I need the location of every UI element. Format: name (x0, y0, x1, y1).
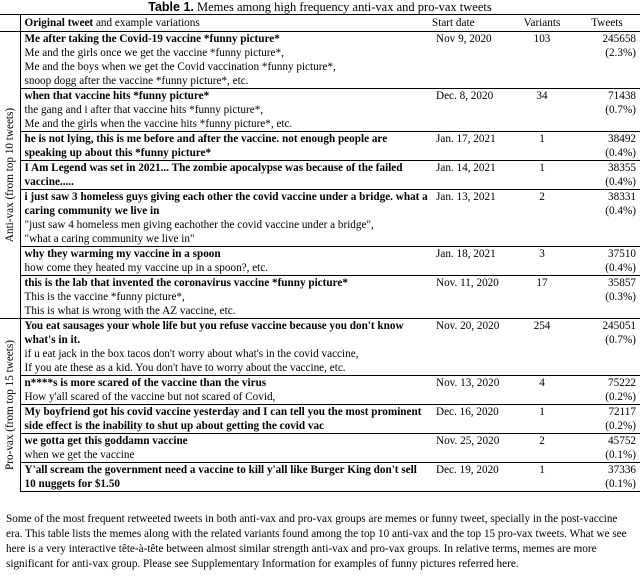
tweet-cell (20, 319, 430, 376)
table-row (0, 161, 640, 190)
tweet-number: 38492 (608, 133, 636, 145)
variant-count: 34 (510, 89, 574, 132)
tweet-number: 245658 (602, 33, 636, 45)
start-date: Jan. 17, 2021 (430, 132, 510, 161)
tweet-percent: (2.3%) (605, 47, 636, 59)
tweet-count (574, 247, 640, 276)
tweet-number: 71438 (608, 90, 636, 102)
tweet-percent: (0.4%) (605, 262, 636, 274)
original-tweet: I Am Legend was set in 2021... The zombie apocalypse was because of the failed vaccine..... (24, 162, 403, 188)
start-date: Jan. 18, 2021 (430, 247, 510, 276)
table-row (0, 405, 640, 434)
variant-count: 103 (533, 33, 551, 45)
tweet-count (574, 132, 640, 161)
tweet-variation: Me and the girls once we get the vaccine *funny picture*, (24, 47, 284, 59)
tweet-percent: (0.2%) (605, 420, 636, 432)
variant-count: 3 (510, 247, 574, 276)
tweet-percent: (0.1%) (605, 478, 636, 490)
tweet-variation: Me and the boys when we get the Covid vaccination *funny picture*, (24, 61, 336, 73)
original-tweet: i just saw 3 homeless guys giving each other the covid vaccine under a bridge. what a caring community we live in (24, 191, 428, 217)
tweet-percent: (0.7%) (605, 334, 636, 346)
table-row (0, 276, 640, 319)
start-date: Jan. 14, 2021 (430, 161, 510, 190)
tweet-count (574, 32, 640, 89)
tweet-variation: snoop dogg after the vaccine *funny picture*, etc. (24, 75, 249, 87)
original-tweet: n****s is more scared of the vaccine than the virus (24, 377, 267, 389)
tweet-percent: (0.1%) (605, 449, 636, 461)
table-row (0, 463, 640, 492)
variant-count: 1 (510, 161, 574, 190)
variant-count: 17 (510, 276, 574, 319)
tweet-cell (20, 247, 430, 276)
original-tweet: we gotta get this goddamn vaccine (24, 435, 188, 447)
anti-vax-group (0, 32, 640, 319)
tweet-number: 35857 (608, 277, 636, 289)
tweet-count (574, 319, 640, 376)
group-label-pro: Pro-vax (from top 15 tweets) (3, 340, 16, 471)
header-start-date: Start date (430, 15, 510, 32)
header-tweet: Original tweet and example variations (20, 15, 430, 32)
group-label-anti: Anti-vax (from top 10 tweets) (3, 107, 16, 243)
variant-count: 1 (510, 405, 574, 434)
tweet-cell (20, 32, 430, 89)
original-tweet: why they warming my vaccine in a spoon (24, 248, 221, 260)
start-date: Nov. 11, 2020 (430, 276, 510, 319)
table-row (0, 190, 640, 247)
pro-vax-group (0, 319, 640, 492)
tweet-percent: (0.4%) (605, 147, 636, 159)
tweet-count (574, 434, 640, 463)
table-row (0, 319, 640, 376)
table-row (0, 247, 640, 276)
start-date: Nov. 20, 2020 (430, 319, 510, 376)
original-tweet: My boyfriend got his covid vaccine yesterday and I can tell you the most prominent side effect is the inability to shut up about getting the covid vac (24, 406, 422, 432)
tweet-variation: how come they heated my vaccine up in a spoon?, etc. (24, 262, 269, 274)
tweet-cell (20, 434, 430, 463)
table-row (0, 434, 640, 463)
group-label-cell (0, 32, 20, 319)
tweet-number: 37336 (608, 464, 636, 476)
start-date: Dec. 16, 2020 (430, 405, 510, 434)
tweet-count (574, 276, 640, 319)
original-tweet: Y'all scream the government need a vaccine to kill y'all like Burger King don't sell 10 nuggets for $1.50 (24, 464, 417, 490)
tweet-cell (20, 376, 430, 405)
tweet-cell (20, 405, 430, 434)
tweet-number: 245051 (602, 320, 636, 332)
tweet-variation: the gang and i after that vaccine hits *funny picture*, (24, 104, 264, 116)
tweet-cell (20, 161, 430, 190)
table-row (0, 89, 640, 132)
original-tweet: when that vaccine hits *funny picture* (24, 90, 210, 102)
tweet-percent: (0.3%) (605, 291, 636, 303)
tweet-count (574, 161, 640, 190)
original-tweet: this is the lab that invented the coronavirus vaccine *funny picture* (24, 277, 348, 289)
group-label-cell (0, 319, 20, 492)
variant-count: 2 (510, 190, 574, 247)
header-row (0, 15, 640, 32)
footnote: Some of the most frequent retweeted tweets in both anti-vax and pro-vax groups are memes or funny tweet, specially in the post-vaccine era. This table lists the memes along with the related variants found among the top 10 anti-vax and the top 15 pro-vax tweets. What we see here is a very interactive tête-à-tête between almost similar strength anti-vax and pro-vax groups. In relative terms, memes are more significant for anti-vax group. Please see Supplementary Information for examples of funny pictures referred here. (6, 513, 627, 570)
variant-count: 254 (510, 319, 574, 376)
header-tweets: Tweets (574, 15, 640, 32)
table-row (0, 376, 640, 405)
tweet-number: 75222 (608, 377, 636, 389)
tweet-cell (20, 190, 430, 247)
tweet-percent: (0.4%) (605, 176, 636, 188)
start-date: Dec. 8, 2020 (430, 89, 510, 132)
table-row (0, 132, 640, 161)
table-caption (0, 0, 640, 14)
table-title: Memes among high frequency anti-vax and pro-vax tweets (197, 0, 492, 14)
tweet-number: 45752 (608, 435, 636, 447)
tweet-cell (20, 132, 430, 161)
variant-count: 4 (510, 376, 574, 405)
tweet-variation: "what a caring community we live in" (24, 233, 195, 245)
tweet-count (574, 89, 640, 132)
start-date: Nov 9, 2020 (436, 33, 492, 45)
tweet-number: 72117 (608, 406, 636, 418)
start-date: Jan. 13, 2021 (430, 190, 510, 247)
tweet-variation: if u eat jack in the box tacos don't worry about what's in the covid vaccine, (24, 348, 359, 360)
original-tweet: Me after taking the Covid-19 vaccine *funny picture* (24, 33, 280, 45)
tweet-count (574, 405, 640, 434)
start-date: Nov. 25, 2020 (430, 434, 510, 463)
tweet-percent: (0.4%) (605, 205, 636, 217)
start-date: Nov. 13, 2020 (430, 376, 510, 405)
tweet-variation: If you ate these as a kid. You don't have to worry about the vaccine, etc. (24, 362, 346, 374)
memes-table (0, 14, 640, 492)
tweet-count (574, 190, 640, 247)
tweet-percent: (0.7%) (605, 104, 636, 116)
tweet-variation: This is the vaccine *funny picture*, (24, 291, 185, 303)
tweet-cell (20, 463, 430, 492)
tweet-percent: (0.2%) (605, 391, 636, 403)
tweet-count (574, 376, 640, 405)
tweet-variation: How y'all scared of the vaccine but not scared of Covid, (24, 391, 276, 403)
table-row (0, 32, 640, 89)
variant-count: 1 (510, 463, 574, 492)
original-tweet: You eat sausages your whole life but you refuse vaccine because you don't know what's in it. (24, 320, 404, 346)
tweet-number: 37510 (608, 248, 636, 260)
tweet-cell (20, 276, 430, 319)
tweet-variation: Me and the girls when the vaccine hits *funny picture*, etc. (24, 118, 293, 130)
table-label: Table 1. (148, 0, 194, 14)
tweet-count (574, 463, 640, 492)
tweet-cell (20, 89, 430, 132)
tweet-number: 38331 (608, 191, 636, 203)
variant-count: 1 (510, 132, 574, 161)
tweet-number: 38355 (608, 162, 636, 174)
variant-count: 2 (510, 434, 574, 463)
tweet-variation: "just saw 4 homeless men giving eachother the covid vaccine under a bridge", (24, 219, 374, 231)
tweet-variation: This is what is wrong with the AZ vaccine, etc. (24, 305, 236, 317)
header-variants: Variants (510, 15, 574, 32)
tweet-variation: when we get the vaccine (24, 449, 135, 461)
original-tweet: he is not lying, this is me before and after the vaccine. not enough people are speaking up about this *funny picture* (24, 133, 388, 159)
start-date: Dec. 19, 2020 (430, 463, 510, 492)
